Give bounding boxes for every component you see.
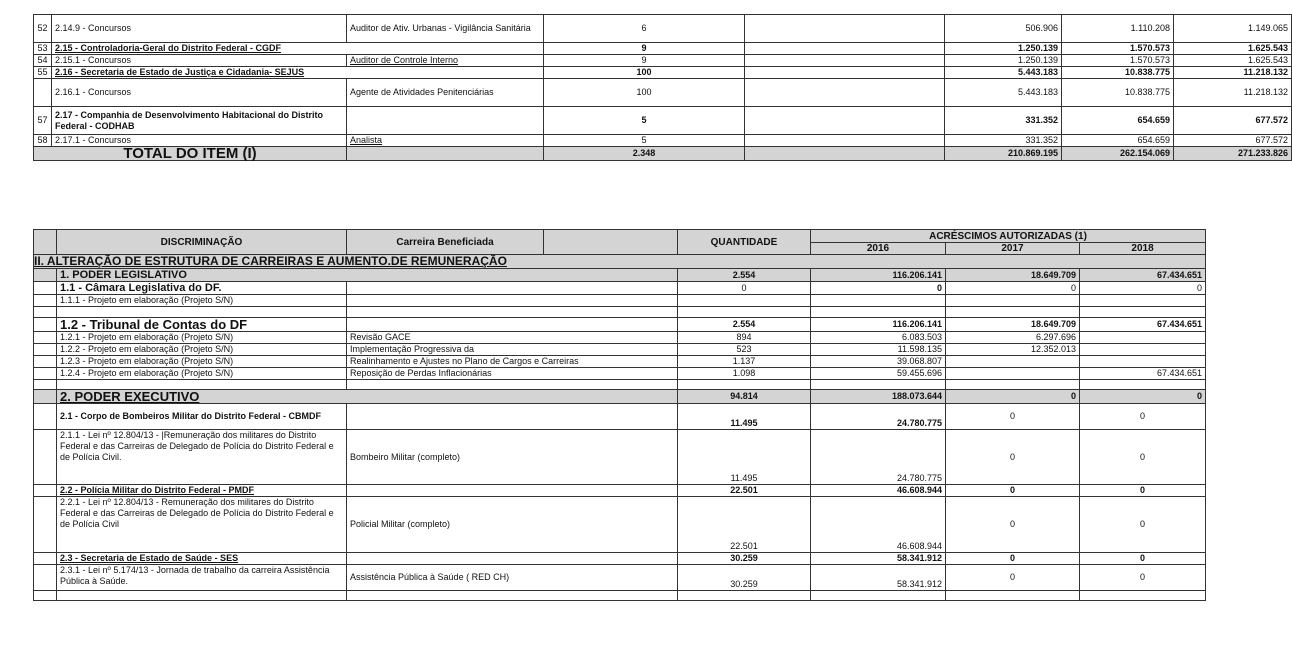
empty-cell — [347, 553, 678, 565]
row-value-2018: 0 — [1080, 497, 1206, 553]
empty-cell — [347, 404, 678, 430]
row-quantidade: 1.137 — [678, 356, 811, 368]
row-value-2016: 116.206.141 — [811, 318, 946, 332]
table-row — [34, 344, 1206, 356]
row-value-2016: 6.083.503 — [811, 332, 946, 344]
row-value-2017 — [946, 356, 1080, 368]
table-row — [34, 295, 1206, 307]
empty-cell — [745, 79, 945, 107]
row-value-2018: 0 — [1080, 404, 1206, 430]
row-carreira: Reposição de Perdas Inflacionárias — [347, 368, 678, 380]
row-description: 1. PODER LEGISLATIVO — [57, 269, 678, 282]
spacer-row — [34, 591, 1206, 601]
row-quantidade: 11.495 — [678, 430, 811, 485]
row-value-2018: 1.625.543 — [1174, 43, 1292, 55]
empty-cell — [347, 282, 678, 295]
row-description: 2.15 - Controladoria-Geral do Distrito Federal - CGDF — [52, 43, 544, 55]
row-value-2016: 58.341.912 — [811, 565, 946, 591]
row-description: 2.1.1 - Lei nº 12.804/13 - |Remuneração dos militares do Distrito Federal e das Carreiras de Delegado de Polícia do Distrito Federal e de Polícia Civil. — [57, 430, 347, 485]
row-description: 2.17.1 - Concursos — [52, 135, 347, 147]
row-description: 1.2.4 - Projeto em elaboração (Projeto S/N) — [57, 368, 347, 380]
section-title-row — [34, 255, 1206, 269]
row-value-2016: 24.780.775 — [811, 404, 946, 430]
table-row — [34, 390, 1206, 404]
empty-cell — [34, 591, 57, 601]
row-quantidade: 2.554 — [678, 318, 811, 332]
table-row — [34, 553, 1206, 565]
empty-cell — [347, 307, 678, 318]
header-carreira: Carreira Beneficiada — [347, 230, 544, 255]
row-value-2017: 0 — [946, 390, 1080, 404]
row-value-2017: 0 — [946, 404, 1080, 430]
row-description: 2.15.1 - Concursos — [52, 55, 347, 67]
row-value-2018: 1.149.065 — [1174, 15, 1292, 43]
spacer-row — [34, 380, 1206, 390]
empty-cell — [946, 295, 1080, 307]
row-carreira: Assistência Pública à Saúde ( RED CH) — [347, 565, 678, 591]
row-description: 2.3 - Secretaria de Estado de Saúde - SES — [57, 553, 347, 565]
table-row — [34, 332, 1206, 344]
row-value-2018: 11.218.132 — [1174, 67, 1292, 79]
row-quantidade: 2.554 — [678, 269, 811, 282]
table-row — [34, 79, 1292, 107]
row-quantidade: 9 — [544, 43, 745, 55]
row-value-2016: 5.443.183 — [945, 67, 1062, 79]
empty-cell — [34, 404, 57, 430]
row-quantidade: 894 — [678, 332, 811, 344]
empty-cell — [347, 380, 678, 390]
table-row — [34, 107, 1292, 135]
empty-cell — [57, 591, 347, 601]
table-row — [34, 67, 1292, 79]
table-row — [34, 485, 1206, 497]
row-value-2017: 6.297.696 — [946, 332, 1080, 344]
empty-cell — [678, 295, 811, 307]
row-value-2016: 331.352 — [945, 107, 1062, 135]
row-number: 55 — [34, 67, 52, 79]
empty-cell — [34, 332, 57, 344]
empty-cell — [678, 307, 811, 318]
table-row — [34, 15, 1292, 43]
total-row — [34, 147, 1292, 161]
row-value-2018: 0 — [1080, 390, 1206, 404]
row-value-2016: 1.250.139 — [945, 43, 1062, 55]
table-row — [34, 497, 1206, 553]
row-value-2017: 0 — [946, 553, 1080, 565]
row-value-2017: 654.659 — [1062, 107, 1174, 135]
row-value-2018: 0 — [1080, 565, 1206, 591]
row-value-2018: 677.572 — [1174, 135, 1292, 147]
empty-cell — [678, 591, 811, 601]
empty-cell — [946, 380, 1080, 390]
row-quantidade: 0 — [678, 282, 811, 295]
row-value-2016: 1.250.139 — [945, 55, 1062, 67]
row-value-2016: 331.352 — [945, 135, 1062, 147]
row-description: 2.2 - Polícia Militar do Distrito Federal - PMDF — [57, 485, 347, 497]
table-row — [34, 565, 1206, 591]
empty-cell — [34, 368, 57, 380]
empty-cell — [347, 591, 678, 601]
row-description: 2.16.1 - Concursos — [52, 79, 347, 107]
row-description: 1.1.1 - Projeto em elaboração (Projeto S/N) — [57, 295, 347, 307]
row-number: 54 — [34, 55, 52, 67]
row-value-2017: 1.570.573 — [1062, 55, 1174, 67]
row-value-2018: 67.434.651 — [1080, 269, 1206, 282]
row-value-2017: 10.838.775 — [1062, 67, 1174, 79]
row-quantidade: 5 — [544, 135, 745, 147]
table-item-ii — [33, 229, 1206, 601]
empty-cell — [34, 230, 57, 255]
spacer-row — [34, 307, 1206, 318]
header-acrescimos: ACRÉSCIMOS AUTORIZADAS (1) — [811, 230, 1206, 243]
total-value-2018: 271.233.826 — [1174, 147, 1292, 161]
total-value-2017: 262.154.069 — [1062, 147, 1174, 161]
row-value-2017: 1.110.208 — [1062, 15, 1174, 43]
row-number: 53 — [34, 43, 52, 55]
row-value-2017: 0 — [946, 565, 1080, 591]
row-quantidade: 9 — [544, 55, 745, 67]
total-quantidade: 2.348 — [544, 147, 745, 161]
row-value-2017: 18.649.709 — [946, 269, 1080, 282]
row-value-2018: 0 — [1080, 282, 1206, 295]
empty-cell — [811, 591, 946, 601]
row-value-2016: 11.598.135 — [811, 344, 946, 356]
row-description: 1.1 - Câmara Legislativa do DF. — [57, 282, 347, 295]
header-year-2018: 2018 — [1080, 243, 1206, 255]
empty-cell — [811, 380, 946, 390]
row-value-2016: 46.608.944 — [811, 485, 946, 497]
row-value-2017: 0 — [946, 485, 1080, 497]
row-value-2016: 188.073.644 — [811, 390, 946, 404]
row-description: 1.2.3 - Projeto em elaboração (Projeto S/N) — [57, 356, 347, 368]
row-value-2018 — [1080, 344, 1206, 356]
row-value-2018 — [1080, 356, 1206, 368]
empty-cell — [1080, 307, 1206, 318]
row-number: 58 — [34, 135, 52, 147]
row-value-2018: 1.625.543 — [1174, 55, 1292, 67]
table-row — [34, 55, 1292, 67]
empty-cell — [34, 282, 57, 295]
row-value-2018: 67.434.651 — [1080, 318, 1206, 332]
row-quantidade: 523 — [678, 344, 811, 356]
row-quantidade: 30.259 — [678, 565, 811, 591]
total-label: TOTAL DO ITEM (I) — [34, 147, 347, 161]
section-title: II. ALTERAÇÃO DE ESTRUTURA DE CARREIRAS E AUMENTO.DE REMUNERAÇÃO — [34, 255, 1206, 269]
row-description: 1.2 - Tribunal de Contas do DF — [57, 318, 347, 332]
row-value-2017: 1.570.573 — [1062, 43, 1174, 55]
empty-cell — [1080, 295, 1206, 307]
row-carreira: Analista — [347, 135, 544, 147]
row-quantidade: 22.501 — [678, 485, 811, 497]
row-value-2018: 67.434.651 — [1080, 368, 1206, 380]
row-value-2016: 24.780.775 — [811, 430, 946, 485]
empty-cell — [745, 107, 945, 135]
header-row — [34, 230, 1206, 243]
row-value-2017: 18.649.709 — [946, 318, 1080, 332]
header-year-2016: 2016 — [811, 243, 946, 255]
empty-cell — [544, 230, 678, 255]
row-number — [34, 79, 52, 107]
row-value-2016: 46.608.944 — [811, 497, 946, 553]
empty-cell — [1080, 380, 1206, 390]
empty-cell — [34, 497, 57, 553]
row-description: 2.14.9 - Concursos — [52, 15, 347, 43]
empty-cell — [745, 43, 945, 55]
empty-cell — [347, 485, 678, 497]
empty-cell — [34, 553, 57, 565]
empty-cell — [946, 591, 1080, 601]
empty-cell — [34, 565, 57, 591]
row-quantidade: 1.098 — [678, 368, 811, 380]
row-description: 2.16 - Secretaria de Estado de Justiça e Cidadania- SEJUS — [52, 67, 544, 79]
row-value-2016: 116.206.141 — [811, 269, 946, 282]
empty-cell — [34, 269, 57, 282]
row-carreira: Auditor de Ativ. Urbanas - Vigilância Sanitária — [347, 15, 544, 43]
row-description: 2. PODER EXECUTIVO — [57, 390, 678, 404]
row-description: 1.2.1 - Projeto em elaboração (Projeto S/N) — [57, 332, 347, 344]
empty-cell — [34, 390, 57, 404]
header-discriminacao: DISCRIMINAÇÃO — [57, 230, 347, 255]
table-row — [34, 282, 1206, 295]
empty-cell — [745, 55, 945, 67]
table-row — [34, 368, 1206, 380]
row-value-2016: 506.906 — [945, 15, 1062, 43]
empty-cell — [34, 485, 57, 497]
empty-cell — [745, 67, 945, 79]
row-quantidade: 11.495 — [678, 404, 811, 430]
row-carreira: Auditor de Controle Interno — [347, 55, 544, 67]
row-value-2016: 39.068.807 — [811, 356, 946, 368]
empty-cell — [678, 380, 811, 390]
row-value-2016: 5.443.183 — [945, 79, 1062, 107]
row-value-2017 — [946, 368, 1080, 380]
table-item-i — [33, 14, 1292, 161]
empty-cell — [34, 430, 57, 485]
row-quantidade: 100 — [544, 67, 745, 79]
empty-cell — [347, 318, 678, 332]
row-value-2018: 0 — [1080, 553, 1206, 565]
row-value-2017: 0 — [946, 430, 1080, 485]
empty-cell — [811, 307, 946, 318]
table-row — [34, 430, 1206, 485]
empty-cell — [745, 135, 945, 147]
row-carreira: Policial Militar (completo) — [347, 497, 678, 553]
empty-cell — [811, 295, 946, 307]
empty-cell — [347, 295, 678, 307]
empty-cell — [347, 107, 544, 135]
table-row — [34, 43, 1292, 55]
empty-cell — [34, 344, 57, 356]
empty-cell — [347, 147, 544, 161]
row-carreira: Revisão GACE — [347, 332, 678, 344]
header-year-2017: 2017 — [946, 243, 1080, 255]
row-carreira: Realinhamento e Ajustes no Plano de Cargos e Carreiras — [347, 356, 678, 368]
row-quantidade: 6 — [544, 15, 745, 43]
row-quantidade: 22.501 — [678, 497, 811, 553]
row-value-2018: 0 — [1080, 485, 1206, 497]
row-quantidade: 5 — [544, 107, 745, 135]
empty-cell — [1080, 591, 1206, 601]
empty-cell — [34, 295, 57, 307]
row-quantidade: 94.814 — [678, 390, 811, 404]
row-number: 52 — [34, 15, 52, 43]
header-quantidade: QUANTIDADE — [678, 230, 811, 255]
empty-cell — [57, 307, 347, 318]
row-value-2017: 654.659 — [1062, 135, 1174, 147]
row-value-2018: 0 — [1080, 430, 1206, 485]
row-carreira: Bombeiro Militar (completo) — [347, 430, 678, 485]
row-carreira: Agente de Atividades Penitenciárias — [347, 79, 544, 107]
row-quantidade: 100 — [544, 79, 745, 107]
row-description: 2.1 - Corpo de Bombeiros Militar do Distrito Federal - CBMDF — [57, 404, 347, 430]
table-row — [34, 356, 1206, 368]
table-row — [34, 404, 1206, 430]
empty-cell — [34, 318, 57, 332]
row-value-2017: 10.838.775 — [1062, 79, 1174, 107]
row-value-2016: 0 — [811, 282, 946, 295]
row-description: 2.2.1 - Lei nº 12.804/13 - Remuneração dos militares do Distrito Federal e das Carreiras de Delegado de Polícia do Distrito Federal e de Polícia Civil — [57, 497, 347, 553]
row-value-2017: 12.352.013 — [946, 344, 1080, 356]
empty-cell — [946, 307, 1080, 318]
row-value-2016: 58.341.912 — [811, 553, 946, 565]
row-value-2017: 0 — [946, 497, 1080, 553]
row-value-2017: 0 — [946, 282, 1080, 295]
row-value-2018 — [1080, 332, 1206, 344]
row-description: 2.3.1 - Lei nº 5.174/13 - Jornada de trabalho da carreira Assistência Pública à Saúde. — [57, 565, 347, 591]
row-carreira: Implementação Progressiva da — [347, 344, 678, 356]
empty-cell — [57, 380, 347, 390]
empty-cell — [34, 380, 57, 390]
row-description: 2.17 - Companhia de Desenvolvimento Habitacional do Distrito Federal - CODHAB — [52, 107, 347, 135]
empty-cell — [745, 15, 945, 43]
table-row — [34, 269, 1206, 282]
table-row — [34, 318, 1206, 332]
row-value-2018: 11.218.132 — [1174, 79, 1292, 107]
row-quantidade: 30.259 — [678, 553, 811, 565]
empty-cell — [34, 356, 57, 368]
row-value-2018: 677.572 — [1174, 107, 1292, 135]
empty-cell — [34, 307, 57, 318]
empty-cell — [745, 147, 945, 161]
total-value-2016: 210.869.195 — [945, 147, 1062, 161]
row-value-2016: 59.455.696 — [811, 368, 946, 380]
row-description: 1.2.2 - Projeto em elaboração (Projeto S/N) — [57, 344, 347, 356]
row-number: 57 — [34, 107, 52, 135]
